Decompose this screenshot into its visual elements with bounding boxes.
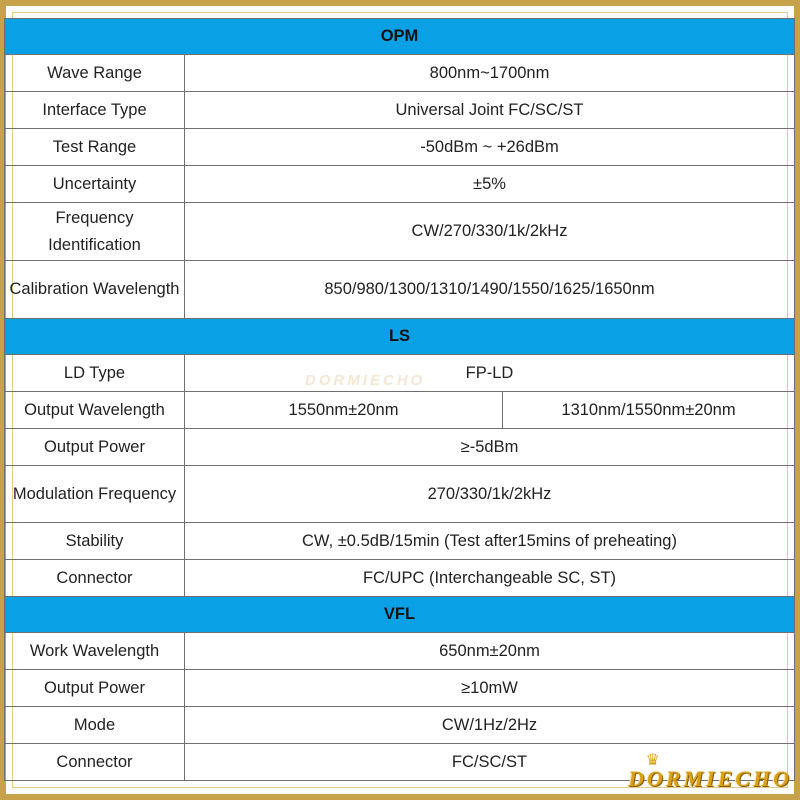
frequency-identification-label: Frequency Identification (5, 203, 185, 261)
table-row (5, 560, 795, 597)
watermark: DORMIECHO (305, 372, 426, 389)
output-wavelength-label: Output Wavelength (5, 392, 185, 429)
table-row (5, 55, 795, 92)
vfl-connector-value: FC/SC/ST (185, 744, 795, 781)
spec-table (4, 18, 795, 781)
table-row (5, 166, 795, 203)
output-power-label: Output Power (5, 429, 185, 466)
stability-value: CW, ±0.5dB/15min (Test after15mins of preheating) (185, 523, 795, 560)
vfl-output-power-label: Output Power (5, 670, 185, 707)
output-wavelength-value-a: 1550nm±20nm (185, 392, 503, 429)
section-row-vfl (5, 597, 795, 633)
interface-type-label: Interface Type (5, 92, 185, 129)
ls-connector-label: Connector (5, 560, 185, 597)
table-row (5, 429, 795, 466)
brand-logo: DORMIECHO (628, 766, 792, 791)
table-row (5, 523, 795, 560)
modulation-frequency-label: Modulation Frequency (5, 466, 185, 523)
table-row (5, 261, 795, 319)
test-range-label: Test Range (5, 129, 185, 166)
output-wavelength-value-b: 1310nm/1550nm±20nm (503, 392, 795, 429)
table-row (5, 633, 795, 670)
table-row (5, 670, 795, 707)
uncertainty-value: ±5% (185, 166, 795, 203)
table-row (5, 392, 795, 429)
interface-type-value: Universal Joint FC/SC/ST (185, 92, 795, 129)
ls-connector-value: FC/UPC (Interchangeable SC, ST) (185, 560, 795, 597)
table-row (5, 707, 795, 744)
section-title-vfl: VFL (5, 597, 795, 633)
wave-range-label: Wave Range (5, 55, 185, 92)
section-row-ls (5, 319, 795, 355)
ld-type-label: LD Type (5, 355, 185, 392)
stability-label: Stability (5, 523, 185, 560)
ld-type-value: FP-LD (185, 355, 795, 392)
table-row (5, 203, 795, 261)
calibration-wavelength-label: Calibration Wavelength (5, 261, 185, 319)
frequency-identification-value: CW/270/330/1k/2kHz (185, 203, 795, 261)
test-range-value: -50dBm ~ +26dBm (185, 129, 795, 166)
crown-icon: ♛ (645, 752, 660, 769)
modulation-frequency-value: 270/330/1k/2kHz (185, 466, 795, 523)
vfl-output-power-value: ≥10mW (185, 670, 795, 707)
output-power-value: ≥-5dBm (185, 429, 795, 466)
work-wavelength-value: 650nm±20nm (185, 633, 795, 670)
section-title-opm: OPM (5, 19, 795, 55)
table-row (5, 92, 795, 129)
work-wavelength-label: Work Wavelength (5, 633, 185, 670)
uncertainty-label: Uncertainty (5, 166, 185, 203)
wave-range-value: 800nm~1700nm (185, 55, 795, 92)
table-row (5, 466, 795, 523)
mode-value: CW/1Hz/2Hz (185, 707, 795, 744)
table-row (5, 355, 795, 392)
calibration-wavelength-value: 850/980/1300/1310/1490/1550/1625/1650nm (185, 261, 795, 319)
section-row-opm (5, 19, 795, 55)
section-title-ls: LS (5, 319, 795, 355)
vfl-connector-label: Connector (5, 744, 185, 781)
mode-label: Mode (5, 707, 185, 744)
table-row (5, 129, 795, 166)
